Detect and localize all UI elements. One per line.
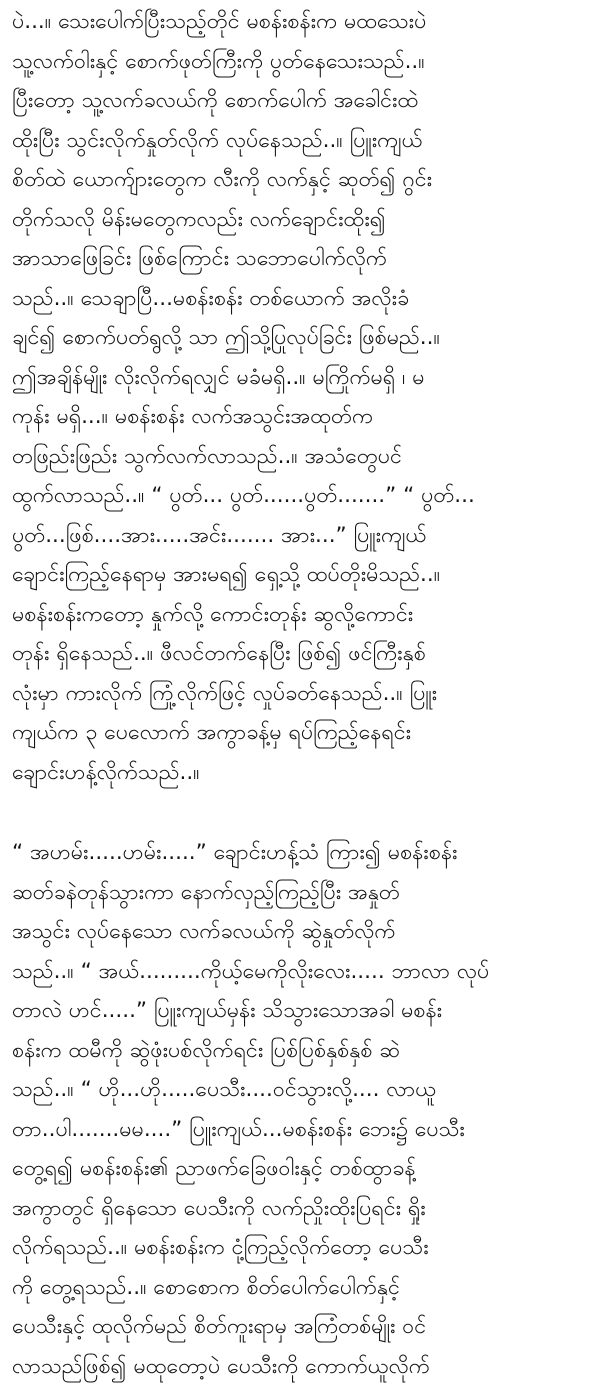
text-line: ချောင်းကြည့်နေရာမှ အားမရ၍ ရှေ့သို့ ထပ်တိုးမိသည်..။: [12, 555, 592, 595]
text-line: အသွင်း လုပ်နေသော လက်ခလယ်ကို ဆွဲနှုတ်လိုက်: [12, 912, 592, 952]
text-line: ပေသီးနှင့် ထုလိုက်မည် စိတ်ကူးရာမှ အကြံတစ်မျိုး ဝင်: [12, 1307, 592, 1347]
text-line: မစန်းစန်းကတော့ နှုက်လို့ ကောင်းတုန်း ဆွလို့ကောင်း: [12, 595, 592, 635]
paragraph-1: [12, 2, 592, 792]
text-line: သည်..။ သေချာပြီ...မစန်းစန်း တစ်ယောက် အလိုးခံ: [12, 279, 592, 319]
text-line: အာသာဖြေခြင်း ဖြစ်ကြောင်း သဘောပေါက်လိုက်: [12, 239, 592, 279]
text-line: ပွတ်...ဖြစ်....အား.....အင်း....... အား...” ပြူးကျယ်: [12, 516, 592, 556]
text-line: ချောင်းဟန့်လိုက်သည်..။: [12, 753, 592, 793]
text-line: ဆတ်ခနဲတုန်သွားကာ နောက်လှည့်ကြည့်ပြီး အနှုတ်: [12, 873, 592, 913]
text-line: တာ..ပါ.......မမ....” ပြူးကျယ်...မစန်းစန်း ဘေး၌ ပေသီး: [12, 1110, 592, 1150]
text-line: တာလဲ ဟင်.....” ပြူးကျယ်မှန်း သိသွားသောအခါ မစန်း: [12, 991, 592, 1031]
text-line: ထွက်လာသည်..။ “ ပွတ်... ပွတ်......ပွတ်.......” “ ပွတ်...: [12, 476, 592, 516]
text-line: ကုန်း မရှိ...။ မစန်းစန်း လက်အသွင်းအထုတ်က: [12, 397, 592, 437]
text-line: “ အဟမ်း.....ဟမ်း.....” ချောင်းဟန့်သံ ကြား၍ မစန်းစန်း: [12, 833, 592, 873]
text-line: အကွာတွင် ရှိနေသော ပေသီးကို လက်ညှိုးထိုးပြရင်း ရှိုး: [12, 1189, 592, 1229]
text-line: ကျယ်က ၃ ပေလောက် အကွာခန့်မှ ရပ်ကြည့်နေရင်း: [12, 713, 592, 753]
text-line: ချင်၍ စောက်ပတ်ရွလို့ သာ ဤသို့ပြုလုပ်ခြင်း ဖြစ်မည်..။: [12, 318, 592, 358]
text-line: ပဲ...။ သေးပေါက်ပြီးသည့်တိုင် မစန်းစန်းက မထသေးပဲ: [12, 2, 592, 42]
text-line: ပြီးတော့ သူ့လက်ခလယ်ကို စောက်ပေါက် အခေါင်းထဲ: [12, 81, 592, 121]
text-line: တုန်း ရှိနေသည်..။ ဖီလင်တက်နေပြီး ဖြစ်၍ ဖင်ကြီးနှစ်: [12, 634, 592, 674]
text-line: သူ့လက်ဝါးနှင့် စောက်ဖုတ်ကြီးကို ပွတ်နေသေးသည်..။: [12, 42, 592, 82]
reading-page: [12, 2, 592, 1278]
text-line: လုံးမှာ ကားလိုက် ကြုံ့လိုက်ဖြင့် လှုပ်ခတ်နေသည်..။ ပြူး: [12, 674, 592, 714]
paragraph-2: [12, 833, 592, 1386]
text-line: စန်းက ထမီကို ဆွဲဖုံးပစ်လိုက်ရင်း ပြစ်ပြစ်နှစ်နှစ် ဆဲ: [12, 1031, 592, 1071]
text-line: သည်..။ “ ဟို...ဟို.....ပေသီး....ဝင်သွားလို့.... လာယူ: [12, 1070, 592, 1110]
text-line: တဖြည်းဖြည်း သွက်လက်လာသည်..။ အသံတွေပင်: [12, 437, 592, 477]
paragraph-spacer: [12, 792, 592, 833]
text-line: စိတ်ထဲ ယောက်ျားတွေက လီးကို လက်နှင့် ဆုတ်၍ ဂွင်း: [12, 160, 592, 200]
text-line: ကို တွေ့ရသည်..။ စောစောက စိတ်ပေါက်ပေါက်နှင့်: [12, 1268, 592, 1308]
text-line: လာသည်ဖြစ်၍ မထုတော့ပဲ ပေသီးကို ကောက်ယူလိုက်: [12, 1347, 592, 1386]
text-line: လိုက်ရသည်..။ မစန်းစန်းက ငုံ့ကြည့်လိုက်တော့ ပေသီး: [12, 1228, 592, 1268]
text-line: တွေ့ရ၍ မစန်းစန်း၏ ညာဖက်ခြေဖဝါးနှင့် တစ်ထွာခန့်: [12, 1149, 592, 1189]
text-line: ထိုးပြီး သွင်းလိုက်နှုတ်လိုက် လုပ်နေသည်..။ ပြူးကျယ်: [12, 121, 592, 161]
text-line: ဤအချိန်မျိုး လိုးလိုက်ရလျှင် မခံမရှိ..။ မကြိုက်မရှိ ၊ မ: [12, 358, 592, 398]
text-line: တိုက်သလို မိန်းမတွေကလည်း လက်ချောင်းထိုး၍: [12, 200, 592, 240]
text-line: သည်..။ “ အယ်.........ကိုယ့်မေကိုလိုးလေး..... ဘာလာ လုပ်: [12, 952, 592, 992]
